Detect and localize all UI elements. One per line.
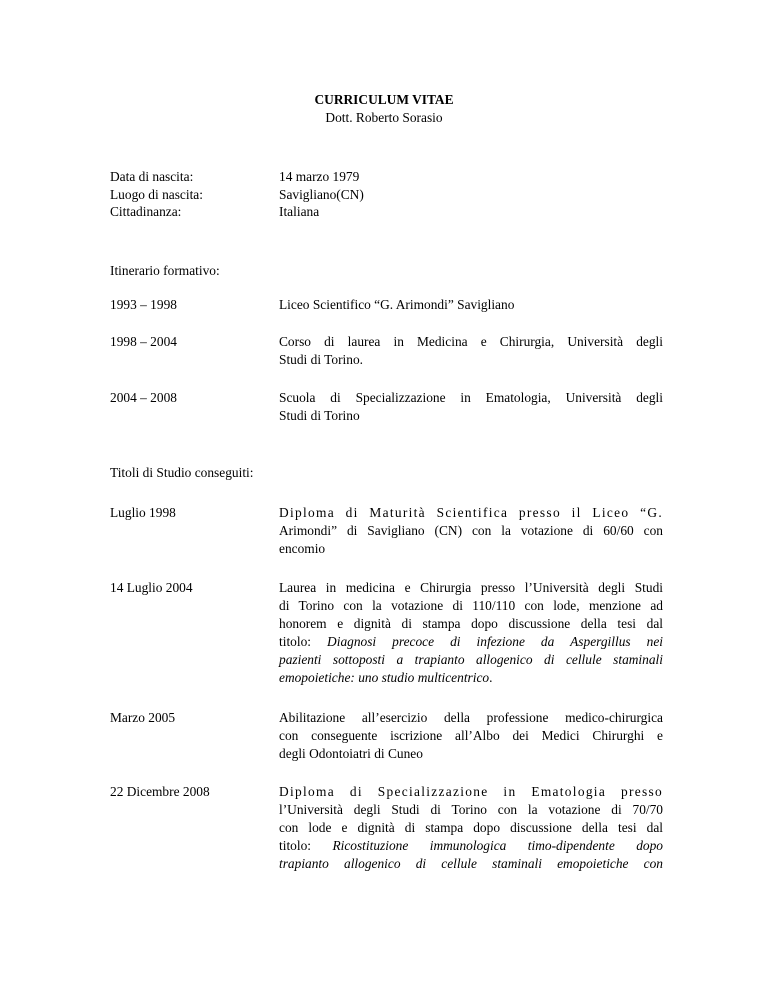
entry-line: con lode e dignità di stampa dopo discussione della tesi dal — [279, 820, 663, 835]
entry-description — [279, 579, 663, 687]
document-title: CURRICULUM VITAE — [314, 92, 454, 107]
personal-row-citizenship — [0, 203, 768, 221]
thesis-title: trapianto allogenico di cellule staminali emopoietiche con — [279, 856, 663, 871]
birthplace-value: Savigliano(CN) — [279, 187, 364, 202]
thesis-title: Diagnosi precoce di infezione da Aspergillus nei — [327, 634, 663, 649]
entry-description — [279, 709, 663, 763]
entry-description — [279, 296, 663, 314]
entry-line: Diploma di Specializzazione in Ematologia presso — [279, 784, 663, 799]
thesis-title: pazienti sottoposti a trapianto allogenico di cellule staminali — [279, 652, 663, 667]
thesis-end: . — [489, 670, 493, 685]
section-title-titoli: Titoli di Studio conseguiti: — [110, 465, 254, 480]
entry-line: Abilitazione all’esercizio della professione medico-chirurgica — [279, 710, 663, 725]
thesis-line — [279, 669, 663, 687]
entry-date: Marzo 2005 — [110, 710, 176, 725]
section-title-itinerario: Itinerario formativo: — [110, 263, 220, 278]
birthdate-value: 14 marzo 1979 — [279, 169, 360, 184]
thesis-title: Ricostituzione immunologica timo-dipendente dopo — [332, 838, 663, 853]
entry-line: degli Odontoiatri di Cuneo — [279, 746, 423, 761]
thesis-intro: titolo: — [279, 838, 311, 853]
document-subtitle: Dott. Roberto Sorasio — [325, 110, 443, 125]
entry-description — [279, 504, 663, 558]
entry-period: 2004 – 2008 — [110, 390, 177, 405]
entry-date: 22 Dicembre 2008 — [110, 784, 210, 799]
entry-period: 1998 – 2004 — [110, 334, 177, 349]
thesis-line — [279, 633, 663, 651]
entry-line: l’Università degli Studi di Torino con la votazione di 70/70 — [279, 802, 663, 817]
entry-line: Liceo Scientifico “G. Arimondi” Savigliano — [279, 297, 515, 312]
citizenship-label: Cittadinanza: — [110, 204, 182, 219]
entry-period: 1993 – 1998 — [110, 297, 177, 312]
entry-line: Laurea in medicina e Chirurgia presso l’Università degli Studi — [279, 580, 663, 595]
entry-description — [279, 783, 663, 873]
entry-line: Studi di Torino — [279, 408, 360, 423]
entry-line: di Torino con la votazione di 110/110 con lode, menzione ad — [279, 598, 663, 613]
entry-line: con conseguente iscrizione all’Albo dei Medici Chirurghi e — [279, 728, 663, 743]
thesis-title: emopoietiche: uno studio multicentrico — [279, 670, 490, 685]
birthplace-label: Luogo di nascita: — [110, 187, 203, 202]
thesis-line — [279, 837, 663, 855]
entry-date: 14 Luglio 2004 — [110, 580, 193, 595]
thesis-intro: titolo: — [279, 634, 311, 649]
entry-line: honorem e dignità di stampa dopo discussione della tesi dal — [279, 616, 663, 631]
personal-row-birthplace — [0, 186, 768, 204]
entry-date: Luglio 1998 — [110, 505, 176, 520]
entry-line: Scuola di Specializzazione in Ematologia, Università degli — [279, 390, 663, 405]
entry-line: Corso di laurea in Medicina e Chirurgia, Università degli — [279, 334, 663, 349]
entry-description — [279, 333, 663, 369]
entry-description — [279, 389, 663, 425]
personal-row-birthdate — [0, 168, 768, 186]
entry-line: Arimondi” di Savigliano (CN) con la votazione di 60/60 con — [279, 523, 663, 538]
birthdate-label: Data di nascita: — [110, 169, 194, 184]
entry-line: Diploma di Maturità Scientifica presso il Liceo “G. — [279, 505, 663, 520]
entry-line: Studi di Torino. — [279, 352, 364, 367]
citizenship-value: Italiana — [279, 204, 320, 219]
entry-line: encomio — [279, 541, 326, 556]
